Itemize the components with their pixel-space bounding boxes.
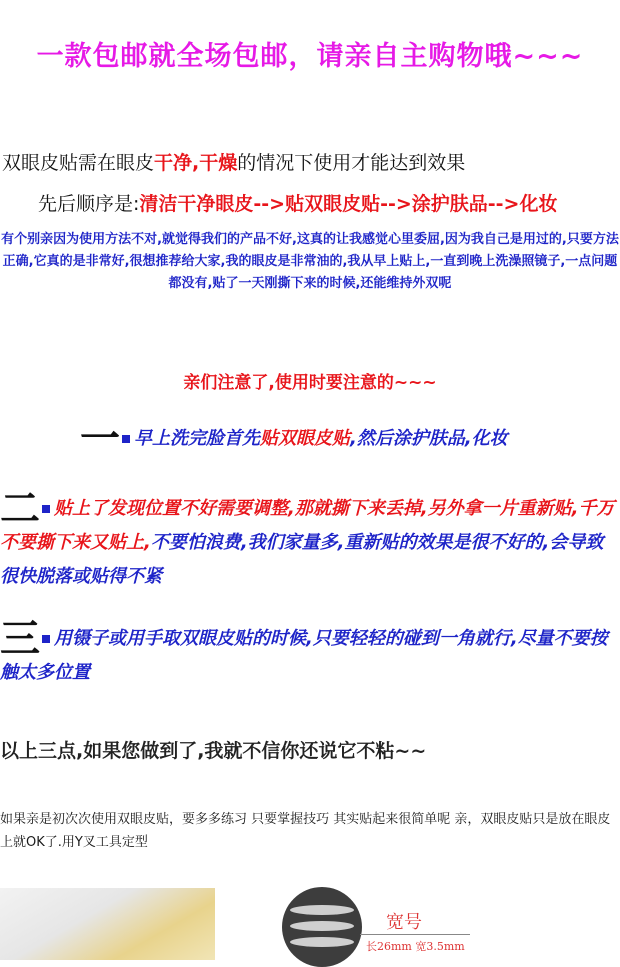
bullet-dot bbox=[42, 635, 50, 643]
size-title: 宽号 bbox=[386, 912, 422, 933]
bullet-dot bbox=[42, 505, 50, 513]
usage-order-label: 先后顺序是: bbox=[38, 193, 140, 215]
usage-order bbox=[38, 189, 557, 216]
step-two-highlight: 贴上了发现位置不好需要调整,那就撕下来丢掉,另外拿一片重新贴,千万不要撕下来又贴上, bbox=[0, 498, 615, 553]
step-two bbox=[0, 486, 620, 594]
eyelid-tape-sample-image bbox=[282, 887, 362, 967]
bullet-dot bbox=[122, 435, 130, 443]
step-three-number: 三 bbox=[0, 616, 40, 662]
promo-banner: 一款包邮就全场包邮，请亲自主购物哦~~~ bbox=[36, 41, 584, 72]
step-one-highlight: 贴双眼皮贴 bbox=[260, 428, 350, 449]
conclusion-text: 以上三点,如果您做到了,我就不信你还说它不粘~~ bbox=[0, 740, 427, 762]
tape-strip bbox=[290, 905, 354, 915]
step-three bbox=[0, 616, 620, 690]
step-one-text-a: 早上洗完脸首先 bbox=[134, 428, 260, 449]
tape-strip bbox=[290, 921, 354, 931]
tape-strip bbox=[290, 937, 354, 947]
step-one bbox=[80, 416, 620, 462]
usage-condition bbox=[2, 148, 465, 175]
usage-order-steps: 清洁干净眼皮-->贴双眼皮贴-->涂护肤品-->化妆 bbox=[139, 193, 558, 215]
beginner-tip: 如果亲是初次次使用双眼皮贴，要多多练习 只要掌握技巧 其实贴起来很简单呢 亲，双眼皮贴只是放在眼皮上就OK了.用Y叉工具定型 bbox=[0, 812, 611, 850]
step-three-text: 用镊子或用手取双眼皮贴的时候,只要轻轻的碰到一角就行,尽量不要按触太多位置 bbox=[0, 628, 608, 683]
size-divider bbox=[360, 934, 470, 935]
step-one-text-b: ,然后涂护肤品,化妆 bbox=[350, 428, 508, 449]
notice-heading: 亲们注意了,使用时要注意的~~~ bbox=[183, 373, 437, 393]
usage-condition-pre: 双眼皮贴需在眼皮 bbox=[2, 152, 155, 174]
usage-condition-post: 的情况下使用才能达到效果 bbox=[237, 152, 466, 174]
usage-condition-highlight: 干净,干燥 bbox=[154, 152, 238, 174]
product-photo bbox=[0, 888, 215, 960]
size-spec: 长26mm 宽3.5mm bbox=[366, 940, 465, 953]
step-one-number: 一 bbox=[80, 416, 120, 462]
testimonial-paragraph: 有个别亲因为使用方法不对,就觉得我们的产品不好,这真的让我感觉心里委屈,因为我自己是用过的,只要方法正确,它真的是非常好,很想推荐给大家,我的眼皮是非常油的,我从早上贴上,一直到晚上洗澡照镜子,一点问题都没有,贴了一天刚撕下来的时候,还能维持外双呢 bbox=[1, 232, 619, 291]
step-two-text: 不要怕浪费,我们家量多,重新贴的效果是很不好的,会导致很快脱落或贴得不紧 bbox=[0, 532, 604, 587]
step-two-number: 二 bbox=[0, 486, 40, 532]
